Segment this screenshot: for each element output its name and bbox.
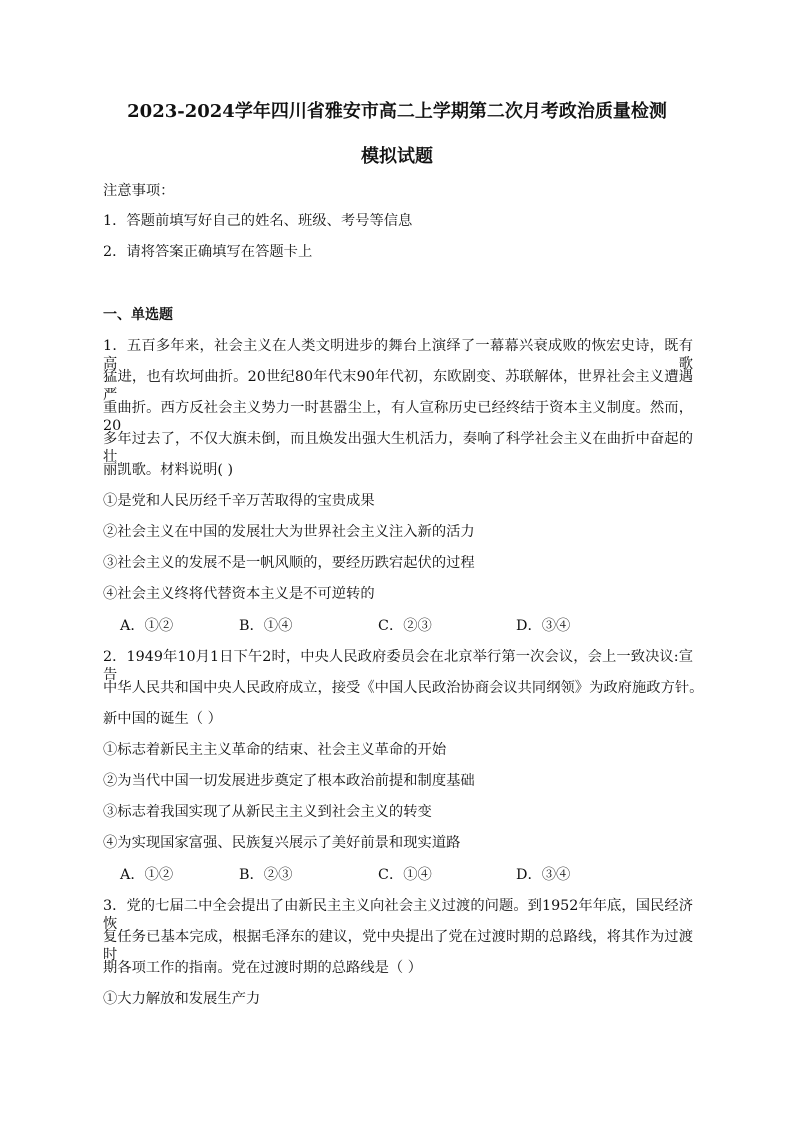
- document-title-line-1: 2023-2024学年四川省雅安市高二上学期第二次月考政治质量检测: [127, 101, 667, 122]
- answer-option-a: A．①②: [120, 867, 174, 883]
- question-text-line: 复任务已基本完成，根据毛泽东的建议，党中央提出了党在过渡时期的总路线，将其作为过渡时: [103, 929, 693, 963]
- question-text-line: 新中国的诞生（ ）: [103, 711, 222, 727]
- answer-option-a: A．①②: [120, 618, 174, 634]
- question-text-line: 中华人民共和国中央人民政府成立，接受《中国人民政治协商会议共同纲领》为政府施政方针。: [103, 680, 704, 696]
- answer-option-b: B．②③: [239, 867, 293, 883]
- question-text-line: 1．五百多年来，社会主义在人类文明进步的舞台上演绎了一幕幕兴衰成败的恢宏史诗，既有高歌: [103, 338, 693, 372]
- answer-options: [120, 617, 600, 635]
- answer-option-c: C．②③: [378, 618, 432, 634]
- answer-option-c: C．①④: [378, 867, 432, 883]
- question-text-line: 重曲折。西方反社会主义势力一时甚嚣尘上，有人宣称历史已经终结于资本主义制度。然而，20: [103, 400, 693, 434]
- question-text-line: 2．1949年10月1日下午2时，中央人民政府委员会在北京举行第一次会议，会上一致决议:宣告: [103, 649, 693, 683]
- notice-item: 2．请将答案正确填写在答题卡上: [103, 244, 313, 260]
- answer-option-b: B．①④: [239, 618, 293, 634]
- notice-item: 1．答题前填写好自己的姓名、班级、考号等信息: [103, 213, 413, 229]
- section-heading: 一、单选题: [103, 307, 173, 323]
- question-text-line: 多年过去了，不仅大旗未倒，而且焕发出强大生机活力，奏响了科学社会主义在曲折中奋起的壮: [103, 431, 693, 465]
- question-statement: ④社会主义终将代替资本主义是不可逆转的: [103, 586, 375, 602]
- question-statement: ①大力解放和发展生产力: [103, 991, 261, 1007]
- question-statement: ③社会主义的发展不是一帆风顺的，要经历跌宕起伏的过程: [103, 555, 475, 571]
- question-statement: ①是党和人民历经千辛万苦取得的宝贵成果: [103, 493, 375, 509]
- question-statement: ①标志着新民主主义革命的结束、社会主义革命的开始: [103, 742, 447, 758]
- question-text-line: 丽凯歌。材料说明( ): [103, 462, 234, 478]
- notice-heading: 注意事项：: [103, 183, 175, 199]
- question-statement: ③标志着我国实现了从新民主主义到社会主义的转变: [103, 804, 432, 820]
- question-statement: ②社会主义在中国的发展壮大为世界社会主义注入新的活力: [103, 524, 475, 540]
- question-statement: ④为实现国家富强、民族复兴展示了美好前景和现实道路: [103, 835, 461, 851]
- question-text-line: 猛进，也有坎坷曲折。20世纪80年代末90年代初，东欧剧变、苏联解体，世界社会主义遭遇严: [103, 369, 693, 403]
- question-text-line: 3．党的七届二中全会提出了由新民主主义向社会主义过渡的问题。到1952年年底，国民经济恢: [103, 898, 693, 932]
- answer-options: [120, 866, 600, 884]
- question-statement: ②为当代中国一切发展进步奠定了根本政治前提和制度基础: [103, 773, 475, 789]
- answer-option-d: D．③④: [516, 867, 571, 883]
- question-text-line: 期各项工作的指南。党在过渡时期的总路线是（ ）: [103, 960, 423, 976]
- document-title-line-2: 模拟试题: [361, 146, 433, 167]
- answer-option-d: D．③④: [516, 618, 571, 634]
